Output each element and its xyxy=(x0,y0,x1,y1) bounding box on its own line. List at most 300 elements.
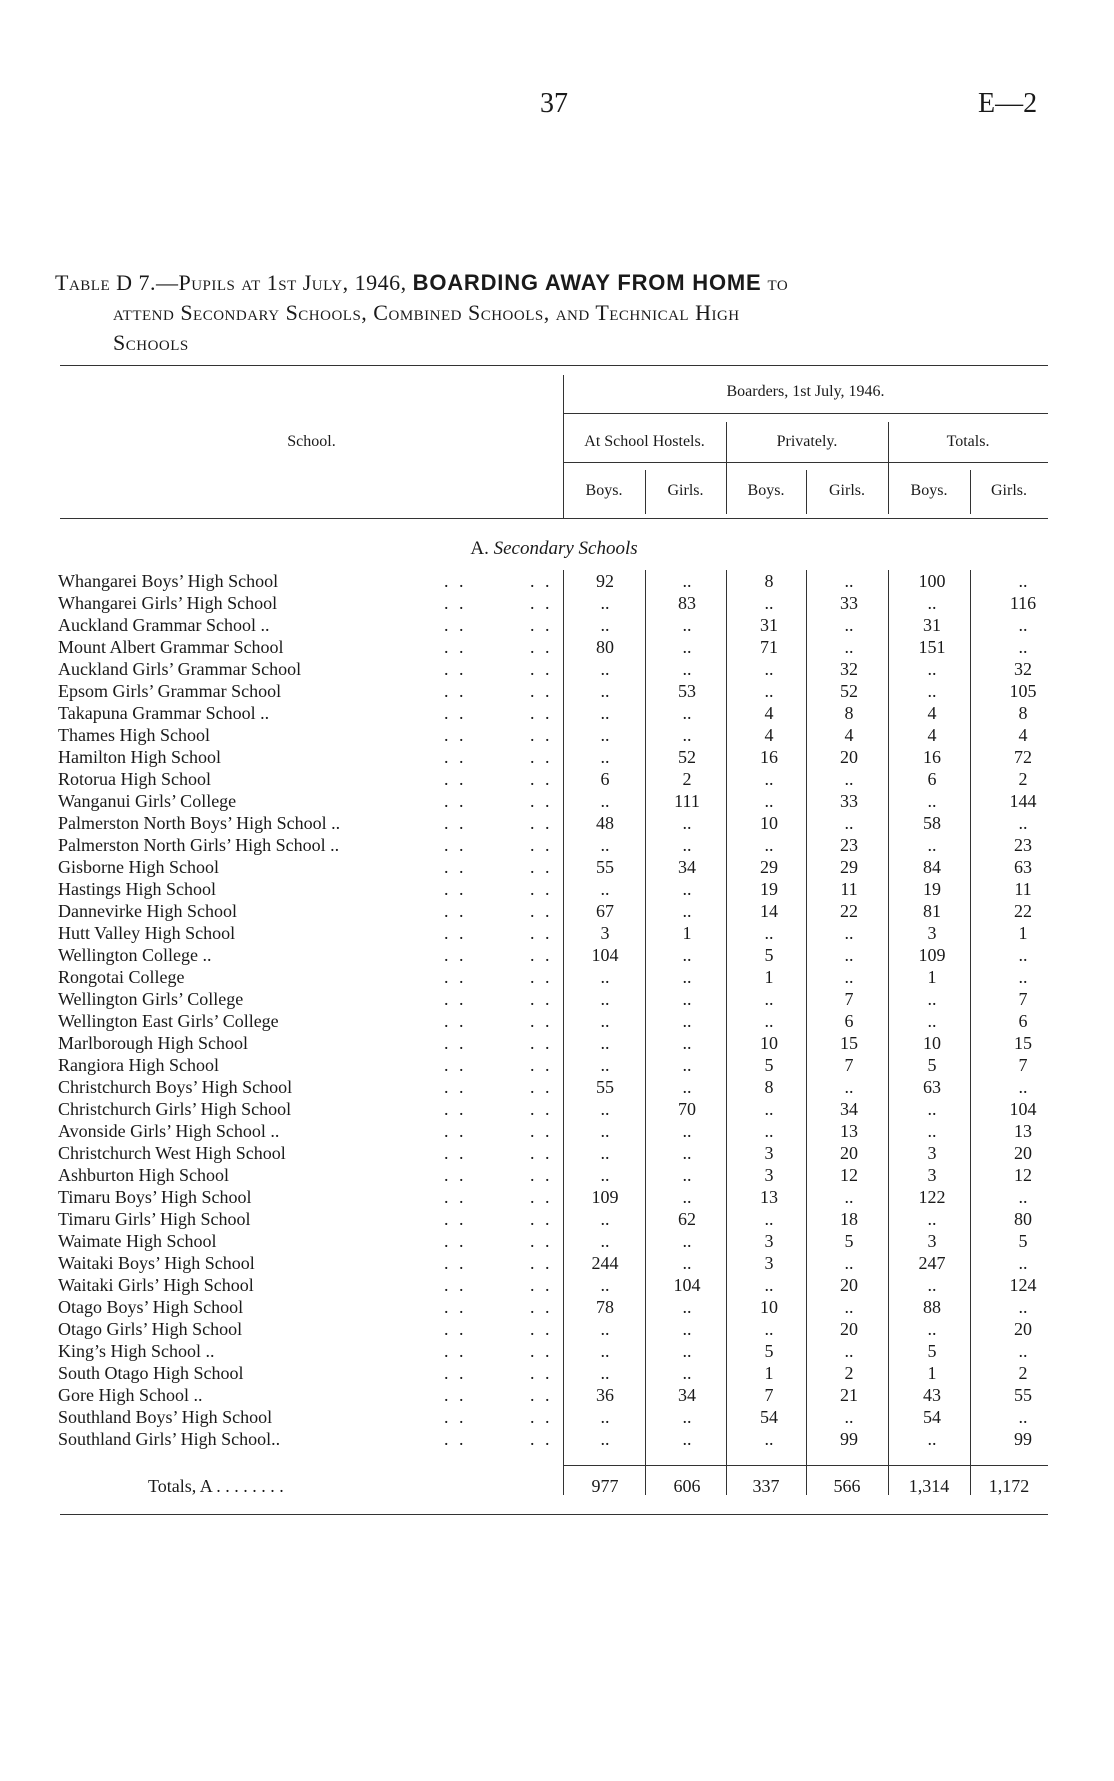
title-line-2: attend Secondary Schools, Combined Schools, and Technical High xyxy=(113,300,740,325)
cell-value: .. xyxy=(844,923,854,943)
school-name: South Otago High School xyxy=(58,1363,244,1383)
cell-value: 2 xyxy=(682,769,692,789)
leader-dots: . . xyxy=(530,571,553,591)
cell-value: 72 xyxy=(1014,747,1032,767)
leader-dots: . . xyxy=(444,571,467,591)
table-row xyxy=(0,1186,1114,1208)
leader-dots: . . xyxy=(444,989,467,1009)
cell-value: 11 xyxy=(840,879,858,899)
leader-dots: . . xyxy=(444,1077,467,1097)
cell-value: .. xyxy=(927,681,937,701)
cell-value: .. xyxy=(764,1099,774,1119)
document-code: E—2 xyxy=(978,88,1038,119)
cell-value: .. xyxy=(682,1297,692,1317)
table-row xyxy=(0,988,1114,1010)
cell-value: 7 xyxy=(844,1055,854,1075)
cell-value: .. xyxy=(927,1011,937,1031)
cell-value: 88 xyxy=(923,1297,941,1317)
cell-value: 31 xyxy=(923,615,941,635)
cell-value: .. xyxy=(600,1341,610,1361)
cell-value: .. xyxy=(600,791,610,811)
cell-value: 14 xyxy=(760,901,778,921)
leader-dots: . . xyxy=(444,725,467,745)
cell-value: .. xyxy=(600,593,610,613)
cell-value: .. xyxy=(927,1209,937,1229)
leader-dots: . . xyxy=(444,615,467,635)
cell-value: .. xyxy=(600,681,610,701)
cell-value: 3 xyxy=(764,1253,774,1273)
leader-dots: . . xyxy=(530,1297,553,1317)
cell-value: 3 xyxy=(764,1165,774,1185)
school-name: Otago Girls’ High School xyxy=(58,1319,243,1339)
cell-value: 3 xyxy=(600,923,610,943)
cell-value: .. xyxy=(682,703,692,723)
cell-value: .. xyxy=(600,989,610,1009)
cell-value: 4 xyxy=(844,725,854,745)
cell-value: .. xyxy=(927,1121,937,1141)
school-name: King’s High School .. xyxy=(58,1341,215,1361)
cell-value: 109 xyxy=(918,945,946,965)
leader-dots: . . xyxy=(530,1385,553,1405)
cell-value: 80 xyxy=(596,637,614,657)
school-name: Ashburton High School xyxy=(58,1165,229,1185)
table-row xyxy=(0,1406,1114,1428)
leader-dots: . . xyxy=(444,1385,467,1405)
leader-dots: . . xyxy=(530,725,553,745)
table-row xyxy=(0,724,1114,746)
cell-value: .. xyxy=(1018,813,1028,833)
cell-value: 8 xyxy=(844,703,854,723)
cell-value: 5 xyxy=(844,1231,854,1251)
leader-dots: . . xyxy=(444,791,467,811)
totals-value: 1,314 xyxy=(908,1476,950,1496)
school-name: Waimate High School xyxy=(58,1231,217,1251)
table-row xyxy=(0,680,1114,702)
cell-value: 4 xyxy=(764,703,774,723)
leader-dots: . . xyxy=(444,1033,467,1053)
leader-dots: . . xyxy=(444,1099,467,1119)
cell-value: .. xyxy=(682,571,692,591)
cell-value: 10 xyxy=(760,813,778,833)
table-row xyxy=(0,922,1114,944)
leader-dots: . . xyxy=(444,1275,467,1295)
cell-value: .. xyxy=(682,1077,692,1097)
cell-value: 10 xyxy=(760,1033,778,1053)
subheader-rule xyxy=(563,462,1048,463)
cell-value: 12 xyxy=(840,1165,858,1185)
cell-value: .. xyxy=(600,835,610,855)
cell-value: 52 xyxy=(840,681,858,701)
table-bottom-rule xyxy=(60,1514,1048,1515)
leader-dots: . . xyxy=(530,967,553,987)
cell-value: .. xyxy=(682,1253,692,1273)
cell-value: .. xyxy=(600,1407,610,1427)
cell-value: 3 xyxy=(764,1231,774,1251)
school-name: Hastings High School xyxy=(58,879,217,899)
cell-value: .. xyxy=(1018,571,1028,591)
cell-value: .. xyxy=(600,1099,610,1119)
cell-value: 55 xyxy=(596,1077,614,1097)
cell-value: .. xyxy=(682,945,692,965)
cell-value: .. xyxy=(682,1429,692,1449)
cell-value: .. xyxy=(682,901,692,921)
cell-value: 16 xyxy=(760,747,778,767)
cell-value: 19 xyxy=(760,879,778,899)
cell-value: .. xyxy=(600,725,610,745)
school-name: Palmerston North Girls’ High School .. xyxy=(58,835,340,855)
cell-value: 16 xyxy=(923,747,941,767)
cell-value: .. xyxy=(682,725,692,745)
table-row xyxy=(0,1208,1114,1230)
leader-dots: . . xyxy=(444,1143,467,1163)
cell-value: 3 xyxy=(927,1143,937,1163)
table-row xyxy=(0,746,1114,768)
leader-dots: . . xyxy=(530,769,553,789)
cell-value: .. xyxy=(682,615,692,635)
boarders-header: Boarders, 1st July, 1946. xyxy=(726,383,885,400)
cell-value: .. xyxy=(844,769,854,789)
school-name: Rangiora High School xyxy=(58,1055,219,1075)
cell-value: 4 xyxy=(927,725,937,745)
title-suffix: to xyxy=(767,270,789,295)
title-prefix: Table D 7.—Pupils at 1st July, 1946, xyxy=(55,270,407,295)
cell-value: .. xyxy=(764,923,774,943)
table-row xyxy=(0,1010,1114,1032)
subheader-privately-boys: Boys. xyxy=(747,482,785,499)
leader-dots: . . xyxy=(530,945,553,965)
leader-dots: . . xyxy=(530,659,553,679)
cell-value: 80 xyxy=(1014,1209,1032,1229)
cell-value: 8 xyxy=(764,571,774,591)
subheader-totals-boys: Boys. xyxy=(910,482,948,499)
leader-dots: . . xyxy=(530,1319,553,1339)
cell-value: .. xyxy=(1018,1187,1028,1207)
cell-value: .. xyxy=(600,615,610,635)
leader-dots: . . xyxy=(444,1121,467,1141)
cell-value: 5 xyxy=(764,1055,774,1075)
leader-dots: . . xyxy=(530,637,553,657)
cell-value: 15 xyxy=(840,1033,858,1053)
leader-dots: . . xyxy=(530,901,553,921)
table-row xyxy=(0,592,1114,614)
cell-value: 92 xyxy=(596,571,614,591)
cell-value: .. xyxy=(927,835,937,855)
cell-value: 5 xyxy=(927,1055,937,1075)
cell-value: .. xyxy=(682,1319,692,1339)
cell-value: 23 xyxy=(840,835,858,855)
cell-value: .. xyxy=(600,1055,610,1075)
cell-value: .. xyxy=(600,1165,610,1185)
cell-value: .. xyxy=(600,879,610,899)
cell-value: .. xyxy=(600,1209,610,1229)
school-name: Hutt Valley High School xyxy=(58,923,236,943)
leader-dots: . . xyxy=(444,1011,467,1031)
school-name: Christchurch Girls’ High School xyxy=(58,1099,292,1119)
table-row xyxy=(0,900,1114,922)
cell-value: .. xyxy=(1018,1253,1028,1273)
cell-value: .. xyxy=(682,1407,692,1427)
table-row xyxy=(0,636,1114,658)
cell-value: .. xyxy=(682,637,692,657)
cell-value: .. xyxy=(844,1297,854,1317)
school-name: Waitaki Girls’ High School xyxy=(58,1275,254,1295)
cell-value: 11 xyxy=(1014,879,1032,899)
cell-value: .. xyxy=(1018,1407,1028,1427)
cell-value: 244 xyxy=(591,1253,619,1273)
leader-dots: . . xyxy=(444,967,467,987)
cell-value: 33 xyxy=(840,593,858,613)
cell-value: 63 xyxy=(923,1077,941,1097)
cell-value: 104 xyxy=(673,1275,701,1295)
cell-value: 1 xyxy=(682,923,692,943)
cell-value: .. xyxy=(844,571,854,591)
school-name: Wanganui Girls’ College xyxy=(58,791,237,811)
cell-value: 151 xyxy=(918,637,946,657)
cell-value: .. xyxy=(600,1429,610,1449)
cell-value: 99 xyxy=(1014,1429,1032,1449)
table-row xyxy=(0,812,1114,834)
cell-value: 2 xyxy=(1018,1363,1028,1383)
cell-value: .. xyxy=(682,1011,692,1031)
cell-value: 84 xyxy=(923,857,941,877)
cell-value: .. xyxy=(600,1121,610,1141)
cell-value: 20 xyxy=(840,747,858,767)
cell-value: .. xyxy=(764,681,774,701)
cell-value: 43 xyxy=(923,1385,941,1405)
boarders-rule xyxy=(563,413,1048,414)
cell-value: 2 xyxy=(1018,769,1028,789)
cell-value: 1 xyxy=(927,967,937,987)
school-name: Mount Albert Grammar School xyxy=(58,637,284,657)
leader-dots: . . xyxy=(444,1341,467,1361)
leader-dots: . . xyxy=(444,703,467,723)
cell-value: .. xyxy=(682,1055,692,1075)
leader-dots: . . xyxy=(444,769,467,789)
cell-value: 18 xyxy=(840,1209,858,1229)
leader-dots: . . xyxy=(530,681,553,701)
cell-value: 20 xyxy=(840,1275,858,1295)
cell-value: 247 xyxy=(918,1253,946,1273)
subheader-privately-girls: Girls. xyxy=(829,482,865,499)
cell-value: 81 xyxy=(923,901,941,921)
table-row xyxy=(0,1230,1114,1252)
school-name: Thames High School xyxy=(58,725,210,745)
cell-value: 7 xyxy=(1018,989,1028,1009)
cell-value: 4 xyxy=(1018,725,1028,745)
leader-dots: . . xyxy=(444,901,467,921)
school-name: Hamilton High School xyxy=(58,747,221,767)
cell-value: 20 xyxy=(840,1143,858,1163)
cell-value: 5 xyxy=(764,945,774,965)
cell-value: 62 xyxy=(678,1209,696,1229)
leader-dots: . . xyxy=(444,1231,467,1251)
cell-value: .. xyxy=(682,879,692,899)
leader-dots: . . xyxy=(530,1253,553,1273)
leader-dots: . . xyxy=(444,747,467,767)
leader-dots: . . xyxy=(530,593,553,613)
cell-value: 29 xyxy=(840,857,858,877)
totals-value: 566 xyxy=(833,1476,861,1496)
school-name: Gore High School .. xyxy=(58,1385,203,1405)
cell-value: .. xyxy=(764,791,774,811)
cell-value: .. xyxy=(927,1099,937,1119)
totals-value: 606 xyxy=(673,1476,701,1496)
leader-dots: . . xyxy=(530,1407,553,1427)
cell-value: 5 xyxy=(1018,1231,1028,1251)
cell-value: 19 xyxy=(923,879,941,899)
section-name: Secondary Schools xyxy=(493,538,638,559)
cell-value: 83 xyxy=(678,593,696,613)
cell-value: 6 xyxy=(844,1011,854,1031)
table-row xyxy=(0,1098,1114,1120)
subheader-hostels-boys: Boys. xyxy=(585,482,623,499)
cell-value: 1 xyxy=(1018,923,1028,943)
cell-value: 7 xyxy=(764,1385,774,1405)
cell-value: 53 xyxy=(678,681,696,701)
cell-value: .. xyxy=(600,1143,610,1163)
cell-value: .. xyxy=(927,593,937,613)
cell-value: 3 xyxy=(927,1231,937,1251)
leader-dots: . . xyxy=(444,879,467,899)
cell-value: .. xyxy=(682,1363,692,1383)
school-name: Epsom Girls’ Grammar School xyxy=(58,681,282,701)
cell-value: 78 xyxy=(596,1297,614,1317)
cell-value: 5 xyxy=(764,1341,774,1361)
cell-value: 55 xyxy=(596,857,614,877)
leader-dots: . . xyxy=(444,637,467,657)
cell-value: .. xyxy=(682,835,692,855)
subheader-hostels-girls: Girls. xyxy=(667,482,704,499)
cell-value: 3 xyxy=(927,1165,937,1185)
cell-value: 8 xyxy=(1018,703,1028,723)
table-row xyxy=(0,944,1114,966)
cell-value: 6 xyxy=(927,769,937,789)
school-name: Wellington Girls’ College xyxy=(58,989,244,1009)
leader-dots: . . xyxy=(530,1341,553,1361)
school-name: Wellington East Girls’ College xyxy=(58,1011,279,1031)
table-row xyxy=(0,1142,1114,1164)
table-row xyxy=(0,1384,1114,1406)
cell-value: 5 xyxy=(927,1341,937,1361)
table-row xyxy=(0,1428,1114,1450)
leader-dots: . . xyxy=(530,923,553,943)
cell-value: .. xyxy=(1018,1297,1028,1317)
cell-value: .. xyxy=(927,989,937,1009)
cell-value: .. xyxy=(682,659,692,679)
table-row xyxy=(0,966,1114,988)
table-row xyxy=(0,1318,1114,1340)
school-name: Auckland Grammar School .. xyxy=(58,615,270,635)
cell-value: 32 xyxy=(840,659,858,679)
cell-value: .. xyxy=(682,1165,692,1185)
cell-value: 4 xyxy=(927,703,937,723)
cell-value: 71 xyxy=(760,637,778,657)
leader-dots: . . xyxy=(444,1209,467,1229)
cell-value: 20 xyxy=(1014,1319,1032,1339)
table-row xyxy=(0,1274,1114,1296)
cell-value: .. xyxy=(600,747,610,767)
cell-value: .. xyxy=(844,637,854,657)
cell-value: .. xyxy=(927,659,937,679)
cell-value: .. xyxy=(764,659,774,679)
school-name: Christchurch West High School xyxy=(58,1143,286,1163)
school-name: Marlborough High School xyxy=(58,1033,248,1053)
leader-dots: . . xyxy=(530,703,553,723)
cell-value: .. xyxy=(682,1231,692,1251)
header-bottom-rule xyxy=(60,518,1048,519)
school-header: School. xyxy=(287,433,336,450)
cell-value: .. xyxy=(764,835,774,855)
leader-dots: . . xyxy=(530,1099,553,1119)
table-row xyxy=(0,1296,1114,1318)
leader-dots: . . xyxy=(444,813,467,833)
cell-value: .. xyxy=(600,1011,610,1031)
leader-dots: . . xyxy=(444,1187,467,1207)
cell-value: 48 xyxy=(596,813,614,833)
cell-value: 67 xyxy=(596,901,614,921)
group-header-totals: Totals. xyxy=(946,433,990,450)
cell-value: 21 xyxy=(840,1385,858,1405)
cell-value: .. xyxy=(927,1319,937,1339)
cell-value: 1 xyxy=(927,1363,937,1383)
cell-value: 3 xyxy=(927,923,937,943)
cell-value: .. xyxy=(682,1121,692,1141)
table-row xyxy=(0,1054,1114,1076)
school-name: Rongotai College xyxy=(58,967,185,987)
cell-value: .. xyxy=(844,945,854,965)
table-row xyxy=(0,1362,1114,1384)
school-name: Whangarei Girls’ High School xyxy=(58,593,278,613)
school-name: Wellington College .. xyxy=(58,945,212,965)
leader-dots: . . xyxy=(444,681,467,701)
cell-value: .. xyxy=(600,1319,610,1339)
cell-value: .. xyxy=(1018,637,1028,657)
cell-value: 99 xyxy=(840,1429,858,1449)
leader-dots: . . xyxy=(530,1209,553,1229)
table-row xyxy=(0,878,1114,900)
cell-value: .. xyxy=(764,1011,774,1031)
cell-value: 109 xyxy=(591,1187,619,1207)
school-name: Dannevirke High School xyxy=(58,901,237,921)
table-row xyxy=(0,834,1114,856)
table-row xyxy=(0,1340,1114,1362)
cell-value: .. xyxy=(600,1363,610,1383)
cell-value: .. xyxy=(927,1275,937,1295)
cell-value: 13 xyxy=(1014,1121,1032,1141)
section-title xyxy=(60,538,1048,560)
leader-dots: . . xyxy=(444,1253,467,1273)
leader-dots: . . xyxy=(530,879,553,899)
table-row xyxy=(0,570,1114,592)
table-row xyxy=(0,658,1114,680)
leader-dots: . . xyxy=(444,659,467,679)
cell-value: 52 xyxy=(678,747,696,767)
cell-value: 2 xyxy=(844,1363,854,1383)
cell-value: 100 xyxy=(918,571,946,591)
leader-dots: . . xyxy=(530,835,553,855)
cell-value: 36 xyxy=(596,1385,614,1405)
school-name: Rotorua High School xyxy=(58,769,211,789)
cell-value: .. xyxy=(600,703,610,723)
cell-value: .. xyxy=(682,989,692,1009)
leader-dots: . . xyxy=(444,1297,467,1317)
leader-dots: . . xyxy=(530,1187,553,1207)
cell-value: 1 xyxy=(764,967,774,987)
school-name: Palmerston North Boys’ High School .. xyxy=(58,813,341,833)
cell-value: .. xyxy=(927,791,937,811)
leader-dots: . . xyxy=(530,615,553,635)
cell-value: .. xyxy=(844,1253,854,1273)
